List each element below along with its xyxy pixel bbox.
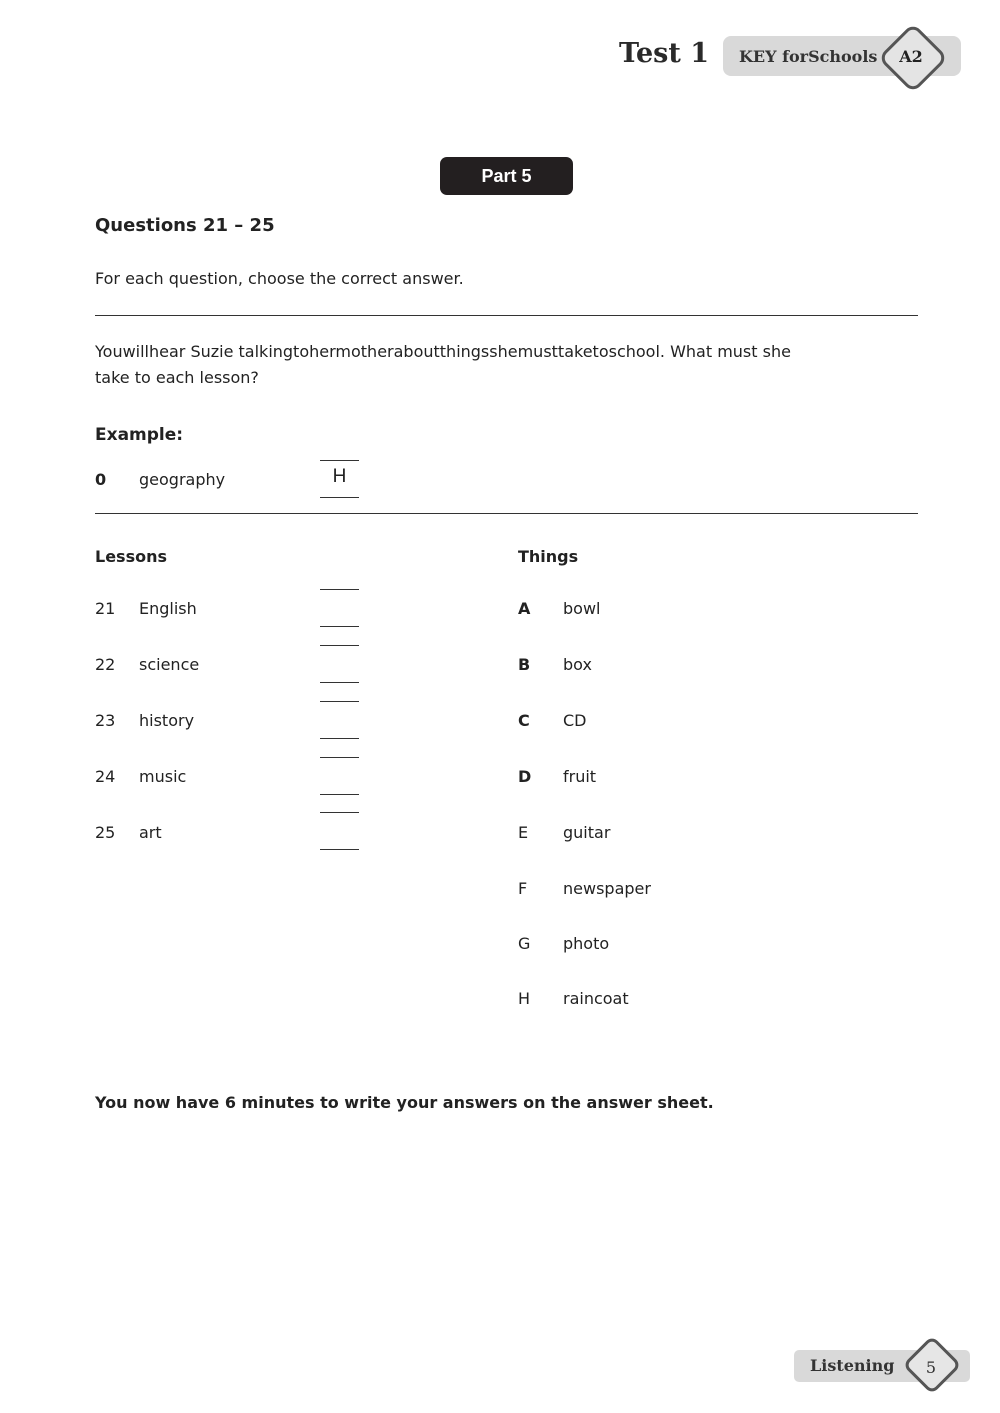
option-letter: F bbox=[518, 879, 528, 898]
answer-line bbox=[320, 645, 359, 646]
answer-line bbox=[320, 589, 359, 590]
answer-line bbox=[320, 794, 359, 795]
part-label: Part 5 bbox=[440, 157, 573, 195]
answer-line bbox=[320, 682, 359, 683]
answer-line bbox=[320, 738, 359, 739]
option-letter: H bbox=[518, 989, 531, 1008]
answer-line bbox=[320, 701, 359, 702]
questions-heading: Questions 21 – 25 bbox=[95, 215, 275, 236]
final-note: You now have 6 minutes to write your answers on the answer sheet. bbox=[95, 1093, 714, 1112]
option-name: guitar bbox=[563, 823, 611, 842]
question-number: 24 bbox=[95, 767, 116, 786]
answer-line bbox=[320, 849, 359, 850]
example-label: Example: bbox=[95, 425, 184, 445]
option-name: CD bbox=[563, 711, 587, 730]
example-number: 0 bbox=[95, 470, 107, 489]
lesson-name: science bbox=[139, 655, 200, 674]
option-name: box bbox=[563, 655, 592, 674]
option-letter: G bbox=[518, 934, 531, 953]
option-name: raincoat bbox=[563, 989, 629, 1008]
question-number: 25 bbox=[95, 823, 116, 842]
test-title: Test 1 bbox=[619, 38, 710, 69]
option-letter: E bbox=[518, 823, 529, 842]
exam-name: KEY forSchools bbox=[739, 47, 878, 66]
example-answer: H bbox=[332, 466, 347, 487]
question-number: 21 bbox=[95, 599, 116, 618]
instruction: For each question, choose the correct answer. bbox=[95, 269, 464, 288]
context-text: Youwillhear Suzie talkingtohermotheraboutthingsshemusttaketoschool. What must she take to each lesson? bbox=[95, 342, 791, 387]
answer-line bbox=[320, 812, 359, 813]
lesson-name: art bbox=[139, 823, 162, 842]
option-letter: D bbox=[518, 767, 532, 786]
page-number: 5 bbox=[925, 1358, 937, 1377]
section-label: Listening bbox=[810, 1356, 895, 1375]
lessons-heading: Lessons bbox=[95, 547, 167, 566]
option-name: photo bbox=[563, 934, 610, 953]
divider bbox=[95, 315, 918, 316]
answer-line bbox=[320, 497, 359, 498]
question-number: 23 bbox=[95, 711, 116, 730]
divider bbox=[95, 513, 918, 514]
option-letter: B bbox=[518, 655, 531, 674]
option-name: fruit bbox=[563, 767, 597, 786]
level-label: A2 bbox=[899, 47, 923, 66]
things-heading: Things bbox=[518, 547, 579, 566]
option-letter: A bbox=[518, 599, 531, 618]
question-number: 22 bbox=[95, 655, 116, 674]
option-name: bowl bbox=[563, 599, 601, 618]
lesson-name: history bbox=[139, 711, 195, 730]
answer-line bbox=[320, 626, 359, 627]
answer-line bbox=[320, 757, 359, 758]
lesson-name: English bbox=[139, 599, 197, 618]
lesson-name: music bbox=[139, 767, 187, 786]
option-letter: C bbox=[518, 711, 530, 730]
answer-line bbox=[320, 460, 359, 461]
option-name: newspaper bbox=[563, 879, 651, 898]
example-lesson: geography bbox=[139, 470, 226, 489]
